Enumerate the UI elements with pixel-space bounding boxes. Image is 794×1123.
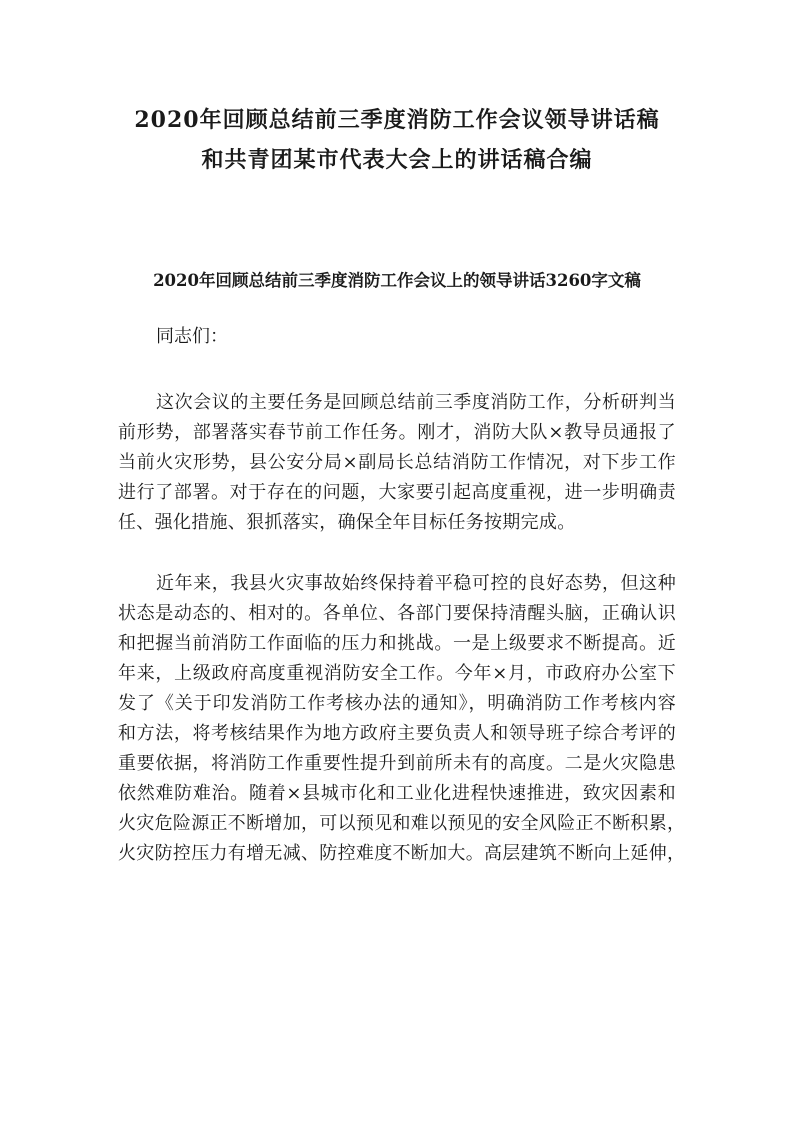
paragraph-line: 近年来，我县火灾事故始终保持着平稳可控的良好态势，但这种: [156, 573, 676, 594]
paragraph-line: 和方法，将考核结果作为地方政府主要负责人和领导班子综合考评的: [118, 723, 676, 744]
paragraph-line: 发了《关于印发消防工作考核办法的通知》，明确消防工作考核内容: [118, 693, 676, 714]
paragraph-line: 状态是动态的、相对的。各单位、各部门要保持清醒头脑，正确认识: [118, 603, 676, 624]
section-heading: 2020年回顾总结前三季度消防工作会议上的领导讲话3260字文稿: [153, 271, 641, 290]
paragraph-line: 年来，上级政府高度重视消防安全工作。今年×月，市政府办公室下: [118, 663, 676, 684]
salutation: 同志们：: [156, 326, 228, 347]
paragraph-line: 当前火灾形势，县公安分局×副局长总结消防工作情况，对下步工作: [118, 452, 676, 473]
document-title: [118, 0, 676, 180]
title-line-1: 2020年回顾总结前三季度消防工作会议领导讲话稿: [134, 107, 660, 133]
paragraph-line: 前形势，部署落实春节前工作任务。刚才，消防大队×教导员通报了: [118, 422, 676, 443]
paragraph-line: 这次会议的主要任务是回顾总结前三季度消防工作，分析研判当: [156, 392, 676, 413]
paragraph-line: 任、强化措施、狠抓落实，确保全年目标任务按期完成。: [118, 512, 576, 533]
paragraph-2: [118, 538, 686, 869]
paragraph-line: 重要依据，将消防工作重要性提升到前所未有的高度。二是火灾隐患: [118, 753, 676, 774]
paragraph-line: 进行了部署。对于存在的问题，大家要引起高度重视，进一步明确责: [118, 482, 676, 503]
paragraph-line: 火灾防控压力有增无减、防控难度不断加大。高层建筑不断向上延伸，: [118, 843, 686, 864]
paragraph-line: 火灾危险源正不断增加，可以预见和难以预见的安全风险正不断积累，: [118, 813, 686, 834]
paragraph-line: 和把握当前消防工作面临的压力和挑战。一是上级要求不断提高。近: [118, 633, 676, 654]
title-line-2: 和共青团某市代表大会上的讲话稿合编: [201, 147, 593, 173]
paragraph-line: 依然难防难治。随着×县城市化和工业化进程快速推进，致灾因素和: [118, 783, 676, 804]
paragraph-1: [118, 352, 676, 538]
